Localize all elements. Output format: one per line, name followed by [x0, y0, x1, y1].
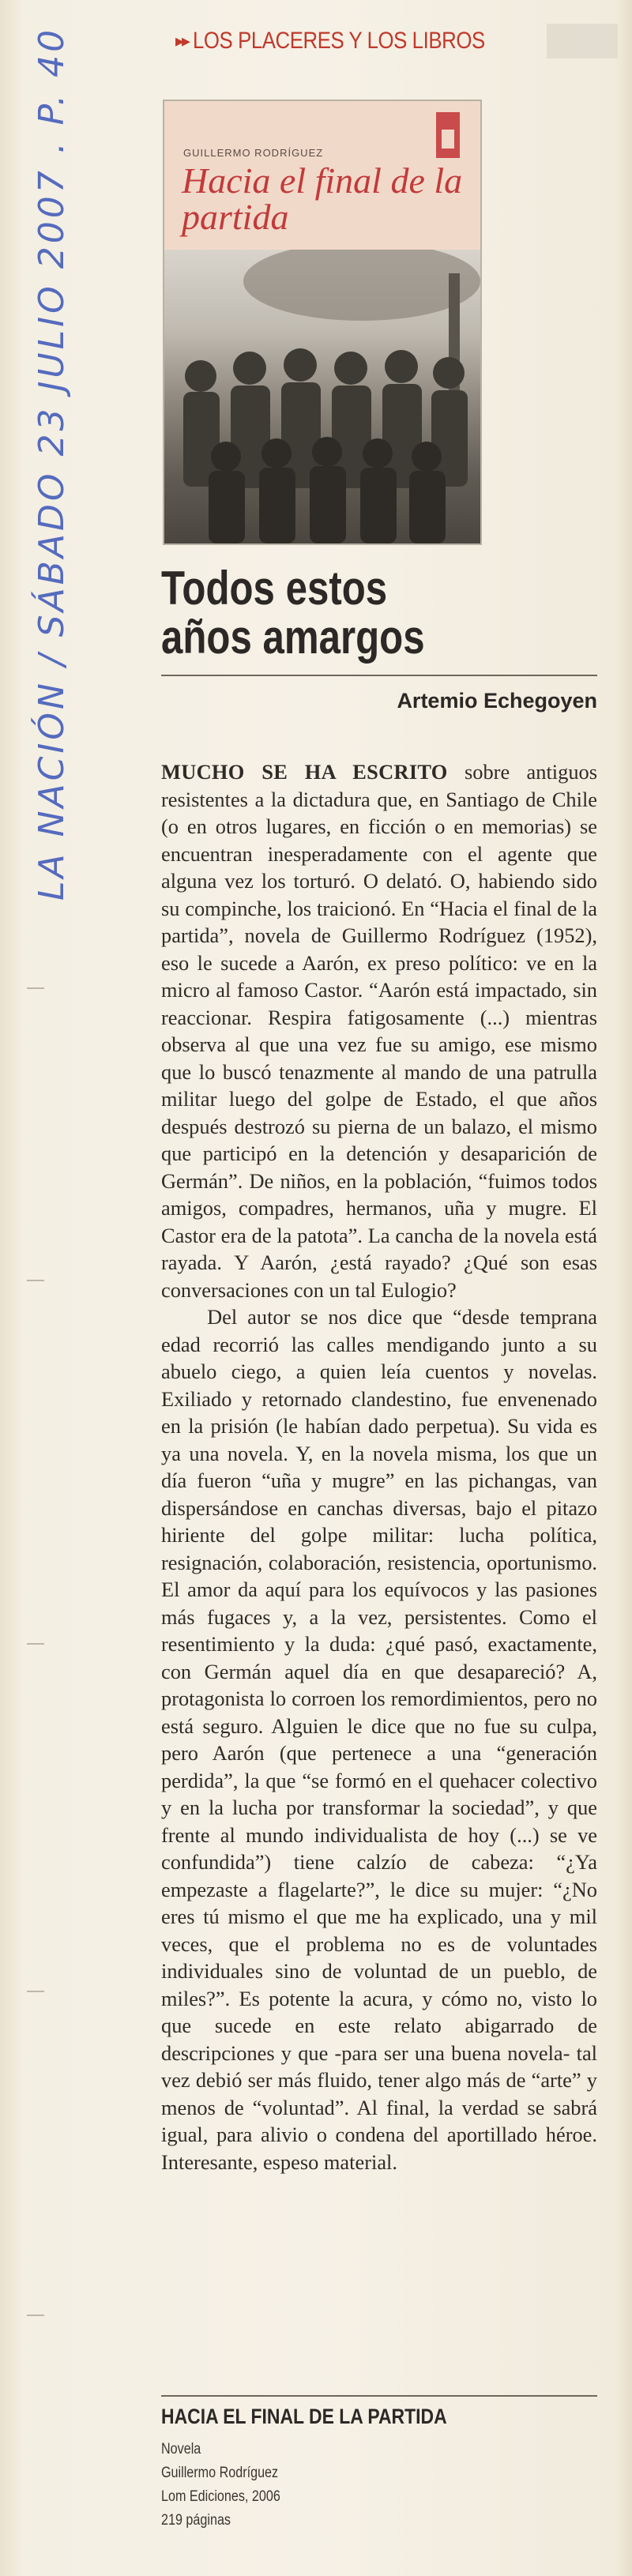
book-info-details	[161, 2438, 280, 2533]
book-cover	[163, 100, 482, 545]
book-pages: 219 páginas	[161, 2512, 231, 2529]
paragraph-1-text: sobre antiguos resistentes a la dictadura que, en Santiago de Chile (o en otros lugares, en ficción o en memorias) se encuentran inesperadamente con el agente que alguna vez los torturó. O delató. O, habiendo sido su compinche, los traicionó. En “Hacia el final de la partida”, novela de Guillermo Rodríguez (1952), eso le sucede a Aarón, ex preso político: ve en la micro al famoso Castor. “Aarón está impactado, sin reaccionar. Respira fatigosamente (...) mientras observa al que una vez fue su amigo, ese mismo que lo buscó tenazmente al mando de una patrulla militar luego del golpe de Estado, el que años después destrozó su pierna de un balazo, el mismo que participó en la detención y desaparición de Germán”. De niños, en la población, “fuimos todos amigos, compadres, hermanos, uña y mugre. El Castor era de la patota”. La cancha de la novela está rayada. Y Aarón, ¿está rayado? ¿Qué son esas conversaciones con un tal Eulogio?	[161, 760, 597, 1302]
article-body	[161, 758, 597, 2175]
book-genre: Novela	[161, 2441, 201, 2458]
book-info-divider	[161, 2395, 597, 2397]
section-header	[175, 24, 618, 58]
lead-in: MUCHO SE HA ESCRITO	[161, 760, 448, 784]
article-headline	[161, 564, 524, 662]
article-author: Artemio Echegoyen	[397, 689, 597, 713]
book-info-title: HACIA EL FINAL DE LA PARTIDA	[161, 2405, 447, 2428]
margin-mark	[27, 987, 44, 989]
paragraph-1	[161, 758, 597, 1303]
cover-title: Hacia el final de la partida	[182, 160, 463, 237]
section-title: LOS PLACERES Y LOS LIBROS	[193, 28, 485, 54]
margin-mark	[27, 1643, 44, 1645]
margin-mark	[27, 1280, 44, 1281]
book-author: Guillermo Rodríguez	[161, 2465, 279, 2481]
handwritten-note: LA NACIÓN / SÁBADO 23 JULIO 2007 . P. 40	[32, 26, 72, 901]
cover-photo	[164, 250, 480, 543]
header-faded-block	[547, 24, 618, 58]
byline-divider	[161, 675, 597, 676]
publisher-logo-icon	[436, 112, 460, 158]
headline-line-2: años amargos	[161, 611, 425, 664]
cover-photo-illustration	[164, 250, 480, 543]
margin-mark	[27, 1991, 44, 1992]
headline-line-1: Todos estos	[161, 562, 388, 615]
double-arrow-icon: ▸▸	[175, 31, 189, 51]
cover-author: GUILLERMO RODRÍGUEZ	[183, 147, 324, 159]
book-publisher: Lom Ediciones, 2006	[161, 2488, 280, 2505]
paragraph-2: Del autor se nos dice que “desde temprana edad recorrió las calles mendigando junto a su abuelo ciego, a quien leía cuentos y novelas. Exiliado y retornado clandestino, fue envenenado en la prisión (le habían dado perpetua). Su vida es ya una novela. Y, en la novela misma, los que un día fueron “uña y mugre” en las pichangas, van dispersándose en canchas diversas, bajo el pitazo hiriente del golpe militar: lucha política, resignación, colaboración, resistencia, oportunismo. El amor da aquí para los equívocos y las pasiones más fugaces y, a la vez, persistentes. Como el resentimiento y la duda: ¿qué pasó, exactamente, con Germán aquel día en que desapareció? A, protagonista lo corroen los remordimientos, pero no está seguro. Alguien le dice que no fue su culpa, pero Aarón (que pertenece a una “generación perdida”, la que “se formó en el quehacer colectivo y en la lucha por transformar la sociedad”, y que frente al mundo individualista de hoy (...) se ve confundida”) tiene calzío de cabeza: “¿Ya empezaste a flagelarte?”, le dice su mujer: “¿No eres tú mismo el que me ha explicado, una y mil veces, que el problema no es de voluntades individuales sino de voluntad de un pueblo, de miles?”. Es potente la acura, y cómo no, visto lo que sucede en este relato abigarrado de descripciones y que -para ser una buena novela- tal vez debió ser más fluido, tener algo más de “arte” y menos de “voluntad”. Al final, la verdad se sabrá igual, para alivio o condena del aportillado héroe. Interesante, espeso material.	[161, 1305, 597, 2174]
margin-mark	[27, 2315, 44, 2316]
